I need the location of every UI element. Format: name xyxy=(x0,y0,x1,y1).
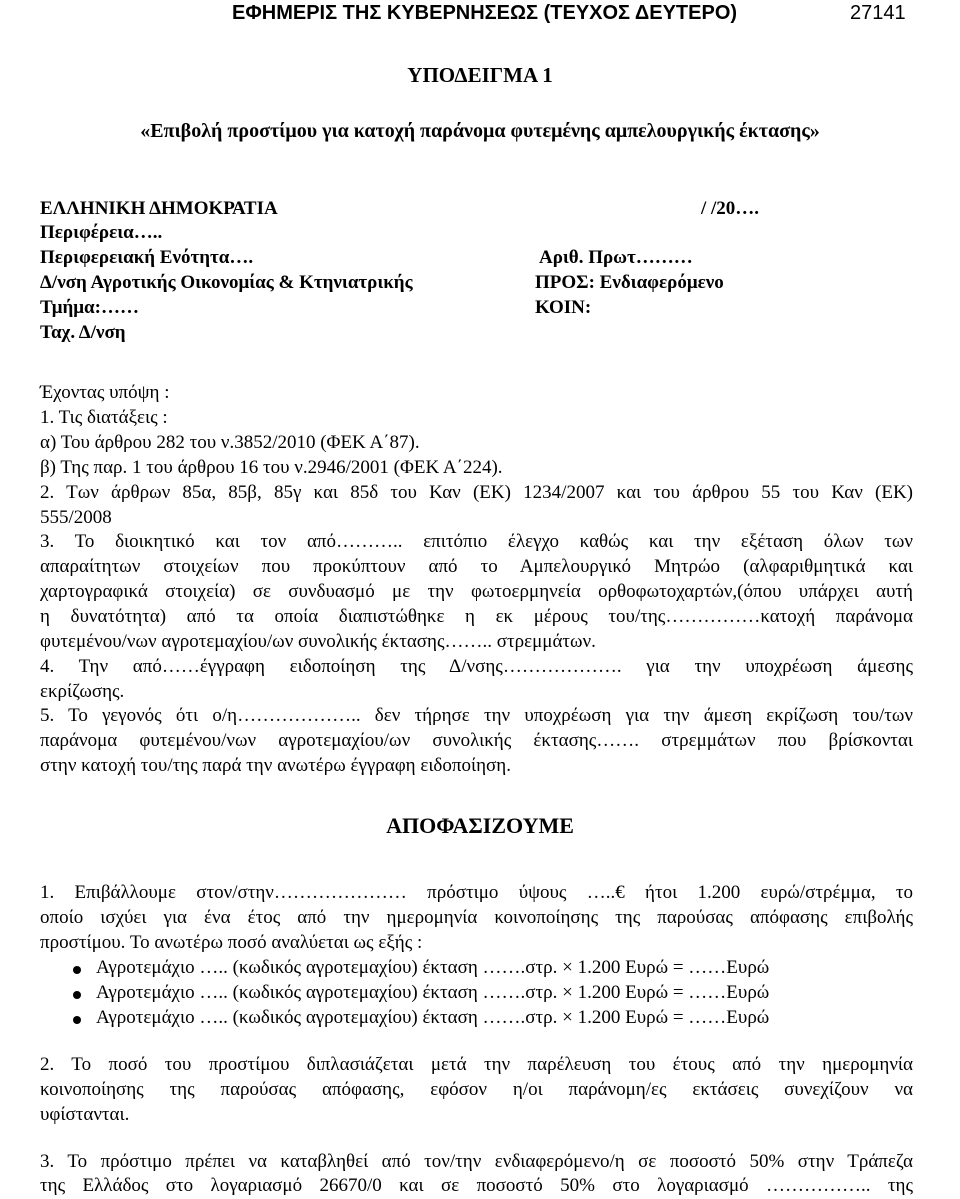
parcel-fine-line: Αγροτεμάχιο ….. (κωδικός αγροτεμαχίου) έκταση …….στρ. × 1.200 Ευρώ = ……Ευρώ xyxy=(96,1007,770,1028)
considering-line: 2. Των άρθρων 85α, 85β, 85γ και 85δ του Καν (ΕΚ) 1234/2007 και του άρθρου 55 του Καν (ΕΚ) xyxy=(40,482,913,503)
decision-item-1-line: οποίο ισχύει για ένα έτος από την ημερομηνία κοινοποίησης της παρούσας απόφασης επιβολής xyxy=(40,907,913,928)
considering-line: η δυνατότητα) από τα οποία διαπιστώθηκε η εκ μέρους του/της……………κατοχή παράνομα xyxy=(40,606,913,627)
page-number: 27141 xyxy=(850,2,906,24)
bullet-icon xyxy=(73,966,81,974)
considering-line: 555/2008 xyxy=(40,507,112,528)
decision-item-2-line: υφίστανται. xyxy=(40,1104,130,1125)
parcel-fine-line: Αγροτεμάχιο ….. (κωδικός αγροτεμαχίου) έκταση …….στρ. × 1.200 Ευρώ = ……Ευρώ xyxy=(96,982,770,1003)
considering-line: 5. Το γεγονός ότι ο/η……………….. δεν τήρησε την υποχρέωση για την άμεση εκρίζωση του/των xyxy=(40,705,913,726)
letterhead-cc: ΚΟΙΝ: xyxy=(535,297,592,318)
decision-item-1-line: προστίμου. Το ανωτέρω ποσό αναλύεται ως εξής : xyxy=(40,932,423,953)
considering-line: 4. Την από……έγγραφη ειδοποίηση της Δ/νσης………………. για την υποχρέωση άμεσης xyxy=(40,656,913,677)
letterhead-department: Τμήμα:…… xyxy=(40,297,139,318)
letterhead-region: Περιφέρεια….. xyxy=(40,222,163,243)
journal-header-title: ΕΦΗΜΕΡΙΣ ΤΗΣ ΚΥΒΕΡΝΗΣΕΩΣ (ΤΕΥΧΟΣ ΔΕΥΤΕΡΟ) xyxy=(232,2,738,24)
considering-line: στην κατοχή του/της παρά την ανωτέρω έγγραφη ειδοποίηση. xyxy=(40,755,511,776)
letterhead-protocol-number: Αριθ. Πρωτ……… xyxy=(539,247,693,268)
considering-line: α) Του άρθρου 282 του ν.3852/2010 (ΦΕΚ Α΄87). xyxy=(40,432,420,453)
bullet-icon xyxy=(73,1016,81,1024)
letterhead-republic: ΕΛΛΗΝΙΚΗ ΔΗΜΟΚΡΑΤΙΑ xyxy=(40,198,278,219)
considering-line: 1. Τις διατάξεις : xyxy=(40,407,168,428)
considering-line: χαρτογραφικά στοιχεία) σε συνδυασμό με την φωτοερμηνεία ορθοφωτοχαρτών,(όπου υπάρχει αυτή xyxy=(40,581,913,602)
considering-line: απαραίτητων στοιχείων που προκύπτουν από το Αμπελουργικό Μητρώο (αλφαριθμητικά και xyxy=(40,556,913,577)
letterhead-postal-address: Ταχ. Δ/νση xyxy=(40,322,126,343)
decision-item-1-line: 1. Επιβάλλουμε στον/στην………………… πρόστιμο ύψους …..€ ήτοι 1.200 ευρώ/στρέμμα, το xyxy=(40,882,913,903)
letterhead-regional-unit: Περιφερειακή Ενότητα…. xyxy=(40,247,254,268)
letterhead-date: / /20…. xyxy=(701,198,760,219)
document-subtitle: «Επιβολή προστίμου για κατοχή παράνομα φυτεμένης αμπελουργικής έκτασης» xyxy=(140,120,820,142)
document-title: ΥΠΟΔΕΙΓΜΑ 1 xyxy=(407,63,553,87)
letterhead-directorate: Δ/νση Αγροτικής Οικονομίας & Κτηνιατρικής xyxy=(40,272,413,293)
bullet-icon xyxy=(73,991,81,999)
decision-heading: ΑΠΟΦΑΣΙΖΟΥΜΕ xyxy=(386,813,574,838)
considering-line: 3. Το διοικητικό και τον από……….. επιτόπιο έλεγχο καθώς και την εξέταση όλων των xyxy=(40,531,913,552)
decision-item-3-line: 3. Το πρόστιμο πρέπει να καταβληθεί από τον/την ενδιαφερόμενο/η σε ποσοστό 50% στην Τράπεζα xyxy=(40,1151,913,1172)
decision-item-2-line: 2. Το ποσό του προστίμου διπλασιάζεται μετά την παρέλευση του έτους από την ημερομηνία xyxy=(40,1054,913,1075)
considering-intro: Έχοντας υπόψη : xyxy=(40,382,170,403)
considering-line: εκρίζωσης. xyxy=(40,681,125,702)
decision-item-3-line: της Ελλάδος στο λογαριασμό 26670/0 και σε ποσοστό 50% στο λογαριασμό …………….. της xyxy=(40,1175,913,1196)
letterhead-recipient: ΠΡΟΣ: Ενδιαφερόμενο xyxy=(535,272,724,293)
decision-item-2-line: κοινοποίησης της παρούσας απόφασης, εφόσον η/οι παράνομη/ες εκτάσεις συνεχίζουν να xyxy=(40,1079,913,1100)
considering-line: παράνομα φυτεμένου/νων αγροτεμαχίου/ων συνολικής έκτασης……. στρεμμάτων που βρίσκονται xyxy=(40,730,913,751)
considering-line: β) Της παρ. 1 του άρθρου 16 του ν.2946/2001 (ΦΕΚ Α΄224). xyxy=(40,457,503,478)
parcel-fine-line: Αγροτεμάχιο ….. (κωδικός αγροτεμαχίου) έκταση …….στρ. × 1.200 Ευρώ = ……Ευρώ xyxy=(96,957,770,978)
considering-line: φυτεμένου/νων αγροτεμαχίου/ων συνολικής έκτασης…….. στρεμμάτων. xyxy=(40,631,596,652)
